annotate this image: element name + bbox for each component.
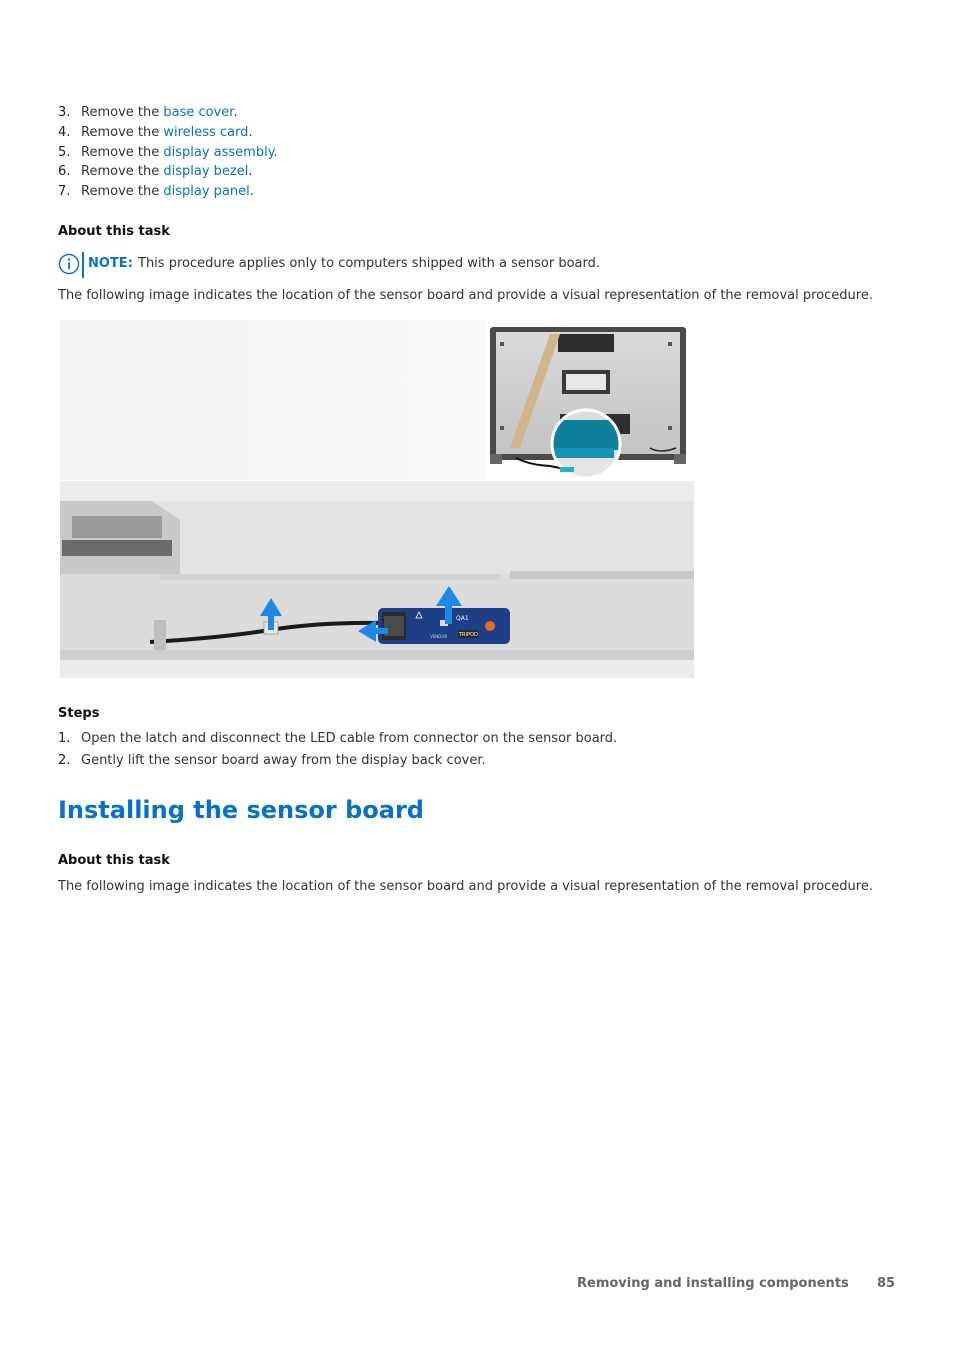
- prereq-item: [58, 182, 898, 202]
- step-number: 7.: [58, 184, 71, 200]
- step-number: 2.: [58, 753, 71, 768]
- note-label: NOTE:: [88, 256, 133, 271]
- sensor-board-figure: [60, 320, 694, 678]
- page-number: 85: [877, 1276, 896, 1291]
- figure-intro: The following image indicates the location of the sensor board and provide a visual representation of the removal procedure.: [58, 288, 873, 303]
- step-item: [58, 728, 898, 750]
- step-text: Open the latch and disconnect the LED cable from connector on the sensor board.: [81, 731, 618, 746]
- vendor-label: VENDOR: [430, 634, 448, 639]
- step-text: Remove the: [81, 124, 164, 140]
- step-text: Remove the: [81, 164, 164, 180]
- sensor-board: [378, 608, 510, 644]
- qa1-label: QA1: [456, 615, 469, 622]
- step-text: Gently lift the sensor board away from the display back cover.: [81, 753, 486, 768]
- step-text: Remove the: [81, 144, 164, 160]
- prereq-item: [58, 143, 898, 163]
- display-bezel-link[interactable]: display bezel: [163, 164, 249, 180]
- display-assembly-link[interactable]: display assembly: [163, 144, 274, 160]
- step-item: [58, 750, 898, 772]
- about-task-heading: About this task: [58, 224, 170, 239]
- step-number: 3.: [58, 105, 71, 120]
- wireless-card-link[interactable]: wireless card: [163, 124, 249, 140]
- step-number: 1.: [58, 731, 71, 746]
- display-cover-overview: [490, 327, 686, 480]
- steps-list: [58, 728, 898, 772]
- steps-heading: Steps: [58, 706, 100, 721]
- prereq-item: [58, 162, 898, 182]
- section-title: Installing the sensor board: [58, 796, 424, 824]
- tripod-label: TRIPOD: [459, 632, 478, 638]
- prerequisite-list: [58, 103, 898, 202]
- step-suffix: .: [249, 184, 254, 200]
- note-divider: [82, 252, 84, 278]
- zoom-detail-panel: [60, 481, 694, 678]
- prereq-item: [58, 103, 898, 123]
- step-suffix: .: [273, 144, 278, 160]
- info-icon: [58, 253, 80, 275]
- step-text: Remove the: [81, 184, 164, 200]
- step-number: 4.: [58, 124, 71, 140]
- removal-illustration: [60, 320, 694, 678]
- note-text: This procedure applies only to computers shipped with a sensor board.: [138, 256, 601, 271]
- prereq-item: [58, 123, 898, 143]
- install-intro: The following image indicates the location of the sensor board and provide a visual representation of the removal procedure.: [58, 879, 873, 894]
- step-suffix: .: [233, 105, 238, 120]
- step-text: Remove the: [81, 105, 164, 120]
- step-number: 6.: [58, 164, 71, 180]
- install-about-heading: About this task: [58, 853, 170, 868]
- display-panel-link[interactable]: display panel: [163, 184, 250, 200]
- footer-section-name: Removing and installing components: [577, 1276, 849, 1291]
- base-cover-link[interactable]: base cover: [163, 105, 234, 120]
- step-suffix: .: [248, 124, 253, 140]
- step-number: 5.: [58, 144, 71, 160]
- step-suffix: .: [248, 164, 253, 180]
- note-callout: [58, 252, 898, 278]
